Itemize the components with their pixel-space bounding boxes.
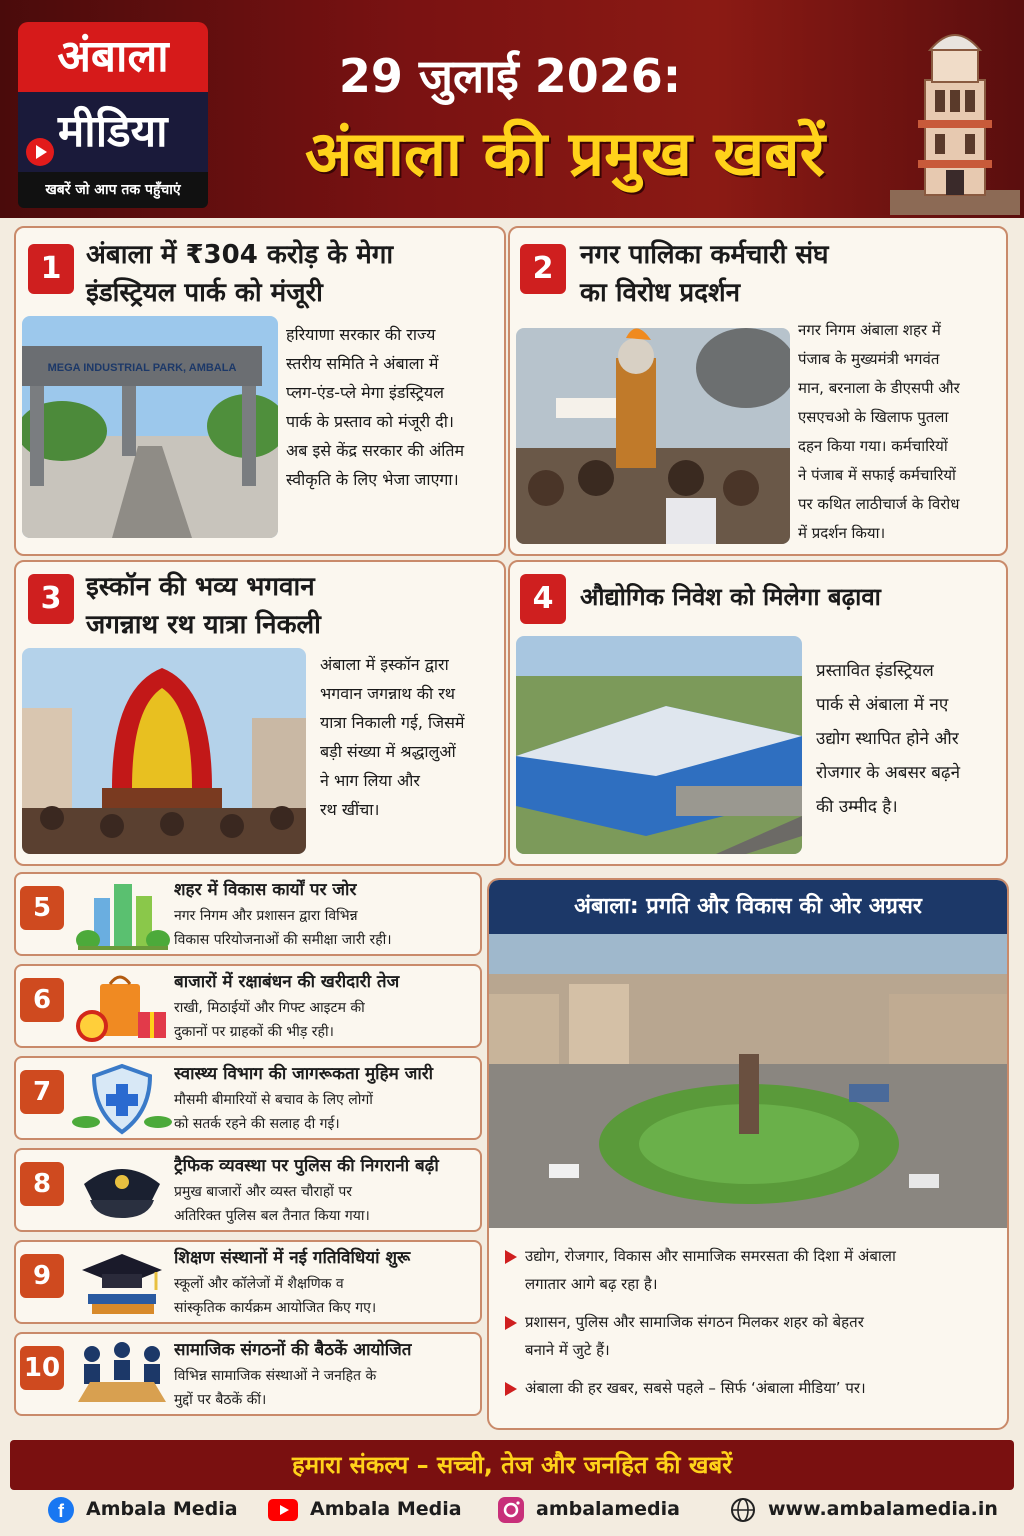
- story-text-line: यात्रा निकाली गई, जिसमें: [320, 713, 465, 732]
- story-title: [580, 236, 1000, 312]
- story-text-line: ने पंजाब में सफाई कर्मचारियों: [798, 466, 956, 484]
- brief-item-6[interactable]: [14, 964, 482, 1048]
- story-text-line: बड़ी संख्या में श्रद्धालुओं: [320, 742, 456, 761]
- story-title-line1: इस्कॉन की भव्य भगवान: [86, 572, 315, 602]
- police-cap-icon: [70, 1154, 174, 1228]
- story-text-line: उद्योग स्थापित होने और: [816, 729, 959, 749]
- story-text-line: प्लग-एंड-प्ले मेगा इंडस्ट्रियल: [286, 383, 444, 402]
- story-text-line: अब इसे केंद्र सरकार की अंतिम: [286, 441, 465, 460]
- story-text-line: स्वीकृति के लिए भेजा जाएगा।: [286, 470, 459, 489]
- story-text-line: प्रस्तावित इंडस्ट्रियल: [816, 661, 934, 681]
- story-text-line: रथ खींचा।: [320, 800, 380, 819]
- brief-item-8[interactable]: [14, 1148, 482, 1232]
- health-shield-icon: [70, 1062, 174, 1136]
- facebook-link[interactable]: [48, 1494, 238, 1524]
- logo-tagline: खबरें जो आप तक पहुँचाएं: [18, 172, 208, 208]
- city-roundabout-photo: [489, 934, 1007, 1228]
- bullet-line: उद्योग, रोजगार, विकास और सामाजिक समरसता की दिशा में अंबाला: [525, 1247, 896, 1265]
- motto-banner: हमारा संकल्प – सच्ची, तेज और जनहित की खबरें: [10, 1440, 1014, 1490]
- instagram-link[interactable]: [498, 1494, 680, 1524]
- clock-tower-icon: [890, 20, 1020, 215]
- header-date: 29 जुलाई 2026:: [338, 49, 682, 103]
- bullet-line: प्रशासन, पुलिस और सामाजिक संगठन मिलकर शहर को बेहतर: [525, 1313, 864, 1331]
- logo-line2-wrap: [18, 92, 208, 172]
- story-title-line2: जगन्नाथ रथ यात्रा निकली: [86, 610, 321, 640]
- instagram-icon: [498, 1497, 524, 1523]
- brief-title: शहर में विकास कार्यों पर जोर: [174, 880, 357, 900]
- brief-text: [174, 1180, 480, 1228]
- brief-title: शिक्षण संस्थानों में नई गतिविधियां शुरू: [174, 1248, 411, 1268]
- brief-number: 9: [20, 1254, 64, 1298]
- story-text-line: पर कथित लाठीचार्ज के विरोध: [798, 495, 960, 513]
- story-text-line: की उम्मीद है।: [816, 797, 898, 817]
- brief-item-5[interactable]: [14, 872, 482, 956]
- panel-title: अंबाला: प्रगति और विकास की ओर अग्रसर: [489, 880, 1007, 934]
- story-title: [86, 236, 496, 312]
- brief-item-10[interactable]: [14, 1332, 482, 1416]
- story-title-line1: नगर पालिका कर्मचारी संघ: [580, 240, 829, 270]
- brief-text: [174, 1272, 480, 1320]
- brief-number: 6: [20, 978, 64, 1022]
- story-body: [286, 320, 500, 494]
- logo-line2: मीडिया: [58, 106, 168, 157]
- story-text-line: पंजाब के मुख्यमंत्री भगवंत: [798, 350, 940, 368]
- logo-line1: अंबाला: [18, 22, 208, 92]
- brief-text-line: सांस्कृतिक कार्यक्रम आयोजित किए गए।: [174, 1300, 377, 1316]
- story-text-line: नगर निगम अंबाला शहर में: [798, 321, 941, 339]
- panel-bullet-1: [503, 1242, 999, 1298]
- instagram-label: ambalamedia: [536, 1498, 680, 1520]
- brief-number: 8: [20, 1162, 64, 1206]
- story-title-line2: इंडस्ट्रियल पार्क को मंजूरी: [86, 278, 323, 308]
- story-text-line: दहन किया गया। कर्मचारियों: [798, 437, 948, 455]
- story-number: 3: [28, 574, 74, 624]
- brief-text-line: को सतर्क रहने की सलाह दी गई।: [174, 1116, 340, 1132]
- story-body: [320, 650, 504, 824]
- brief-text-line: मुद्दों पर बैठकें कीं।: [174, 1392, 267, 1408]
- brief-title: स्वास्थ्य विभाग की जागरूकता मुहिम जारी: [174, 1064, 434, 1084]
- brief-text-line: राखी, मिठाईयों और गिफ्ट आइटम की: [174, 1000, 365, 1016]
- bullet-line: बनाने में जुटे हैं।: [525, 1341, 610, 1359]
- play-icon: [26, 138, 54, 166]
- brief-item-9[interactable]: [14, 1240, 482, 1324]
- story-text-line: स्तरीय समिति ने अंबाला में: [286, 354, 439, 373]
- story-card-4[interactable]: [508, 560, 1008, 866]
- story-text-line: पार्क से अंबाला में नए: [816, 695, 949, 715]
- story-card-1[interactable]: [14, 226, 506, 556]
- story-title: औद्योगिक निवेश को मिलेगा बढ़ावा: [580, 583, 881, 611]
- brief-text-line: नगर निगम और प्रशासन द्वारा विभिन्न: [174, 908, 358, 924]
- story-body: [798, 316, 1006, 548]
- brief-news-list: [14, 872, 482, 1432]
- brief-text-line: विकास परियोजनाओं की समीक्षा जारी रही।: [174, 932, 392, 948]
- story-title: [86, 568, 496, 644]
- brief-number: 7: [20, 1070, 64, 1114]
- website-label: www.ambalamedia.in: [768, 1498, 998, 1520]
- page-title: अंबाला की प्रमुख खबरें: [305, 117, 825, 190]
- story-text-line: अंबाला में इस्कॉन द्वारा: [320, 655, 449, 674]
- story-title-line1: अंबाला में ₹304 करोड़ के मेगा: [86, 240, 394, 270]
- progress-panel: [487, 878, 1009, 1430]
- industrial-park-gate-photo: [22, 316, 278, 538]
- brief-item-7[interactable]: [14, 1056, 482, 1140]
- protest-effigy-photo: [516, 328, 790, 544]
- brief-text-line: स्कूलों और कॉलेजों में शैक्षणिक व: [174, 1276, 344, 1292]
- city-buildings-icon: [70, 878, 174, 952]
- brief-text-line: मौसमी बीमारियों से बचाव के लिए लोगों: [174, 1092, 373, 1108]
- youtube-link[interactable]: [268, 1494, 462, 1524]
- brief-text: [174, 996, 480, 1044]
- globe-icon: [730, 1497, 756, 1523]
- brief-title: ट्रैफिक व्यवस्था पर पुलिस की निगरानी बढ़ी: [174, 1156, 439, 1176]
- bullet-line: अंबाला की हर खबर, सबसे पहले – सिर्फ ‘अंबाला मीडिया’ पर।: [525, 1379, 866, 1397]
- meeting-table-icon: [70, 1338, 174, 1412]
- facebook-icon: [48, 1497, 74, 1523]
- header: [0, 0, 1024, 218]
- brief-text-line: अतिरिक्त पुलिस बल तैनात किया गया।: [174, 1208, 370, 1224]
- story-text-line: एसएचओ के खिलाफ पुतला: [798, 408, 949, 426]
- brief-text-line: प्रमुख बाजारों और व्यस्त चौराहों पर: [174, 1184, 353, 1200]
- rath-yatra-photo: [22, 648, 306, 854]
- story-text-line: रोजगार के अबसर बढ़ने: [816, 763, 961, 783]
- story-text-line: में प्रदर्शन किया।: [798, 524, 886, 542]
- brief-title: सामाजिक संगठनों की बैठकें आयोजित: [174, 1340, 412, 1360]
- brief-text: [174, 1088, 480, 1136]
- panel-bullet-3: [503, 1374, 999, 1402]
- industrial-area-photo: [516, 636, 802, 854]
- graduation-cap-icon: [70, 1246, 174, 1320]
- website-link[interactable]: [730, 1494, 998, 1524]
- panel-bullet-2: [503, 1308, 999, 1364]
- gate-sign-text: MEGA INDUSTRIAL PARK, AMBALA: [47, 362, 237, 374]
- youtube-icon: [268, 1499, 298, 1521]
- story-text-line: हरियाणा सरकार की राज्य: [286, 325, 436, 344]
- youtube-label: Ambala Media: [310, 1498, 462, 1520]
- ambala-media-logo[interactable]: [18, 22, 208, 208]
- brief-title: बाजारों में रक्षाबंधन की खरीदारी तेज: [174, 972, 400, 992]
- story-text-line: पार्क के प्रस्ताव को मंजूरी दी।: [286, 412, 454, 431]
- story-number: 1: [28, 244, 74, 294]
- rakhi-shopping-icon: [70, 970, 174, 1044]
- brief-text-line: दुकानों पर ग्राहकों की भीड़ रही।: [174, 1024, 334, 1040]
- bullet-line: लगातार आगे बढ़ रहा है।: [525, 1275, 658, 1293]
- story-card-3[interactable]: [14, 560, 506, 866]
- story-number: 4: [520, 574, 566, 624]
- brief-text-line: विभिन्न सामाजिक संस्थाओं ने जनहित के: [174, 1368, 377, 1384]
- facebook-label: Ambala Media: [86, 1498, 238, 1520]
- brief-text: [174, 904, 480, 952]
- brief-number: 10: [20, 1346, 64, 1390]
- story-title-line2: का विरोध प्रदर्शन: [580, 278, 741, 308]
- story-card-2[interactable]: [508, 226, 1008, 556]
- story-text-line: मान, बरनाला के डीएसपी और: [798, 379, 960, 397]
- story-number: 2: [520, 244, 566, 294]
- brief-text: [174, 1364, 480, 1412]
- story-text-line: भगवान जगन्नाथ की रथ: [320, 684, 456, 703]
- story-text-line: ने भाग लिया और: [320, 771, 420, 790]
- story-body: [816, 654, 1004, 824]
- brief-number: 5: [20, 886, 64, 930]
- svg-text:f: f: [58, 1500, 64, 1521]
